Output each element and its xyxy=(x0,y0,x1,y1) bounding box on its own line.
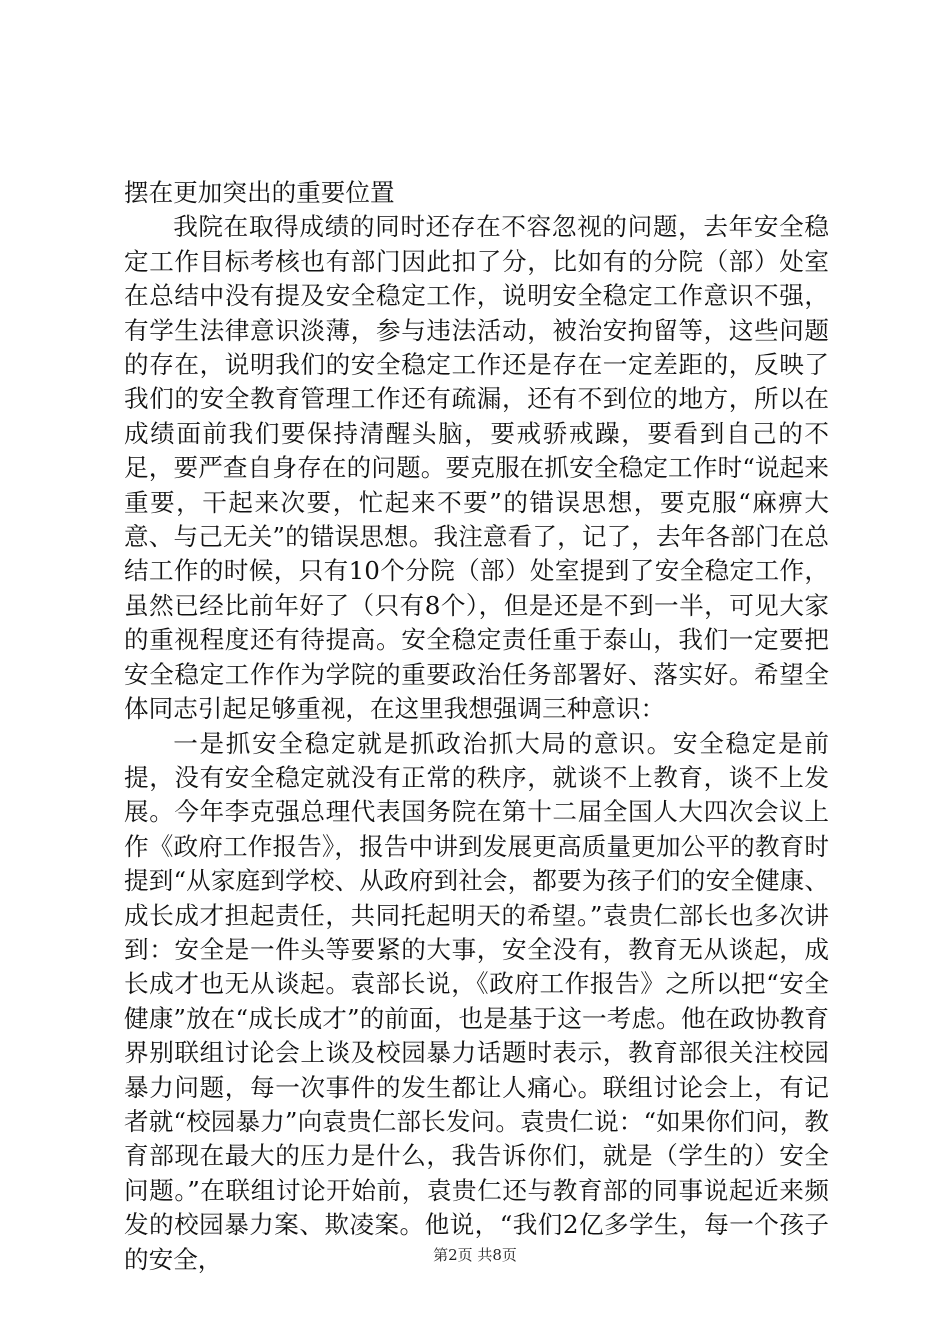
page-footer: 第2页 共8页 xyxy=(433,1246,517,1264)
paragraph-problems: 我院在取得成绩的同时还存在不容忽视的问题，去年安全稳定工作目标考核也有部门因此扣了分，比如有的分院（部）处室在总结中没有提及安全稳定工作，说明安全稳定工作意识不强，有学生法律意识淡薄，参与违法活动，被治安拘留等，这些问题的存在，说明我们的安全稳定工作还是存在一定差距的，反映了我们的安全教育管理工作还有疏漏，还有不到位的地方，所以在成绩面前我们要保持清醒头脑，要戒骄戒躁，要看到自己的不足，要严查自身存在的问题。要克服在抓安全稳定工作时“说起来重要，干起来次要，忙起来不要”的错误思想，要克服“麻痹大意、与己无关”的错误思想。我注意看了，记了，去年各部门在总结工作的时候，只有10个分院（部）处室提到了安全稳定工作，虽然已经比前年好了（只有8个），但是还是不到一半，可见大家的重视程度还有待提高。安全稳定责任重于泰山，我们一定要把安全稳定工作作为学院的重要政治任务部署好、落实好。希望全体同志引起足够重视，在这里我想强调三种意识： xyxy=(124,212,829,724)
document-body xyxy=(124,176,829,1277)
paragraph-first-awareness: 一是抓安全稳定就是抓政治抓大局的意识。安全稳定是前提，没有安全稳定就没有正常的秩序，就谈不上教育，谈不上发展。今年李克强总理代表国务院在第十二届全国人大四次会议上作《政府工作报告》，报告中讲到发展更高质量更加公平的教育时提到“从家庭到学校、从政府到社会，都要为孩子们的安全健康、成长成才担起责任，共同托起明天的希望。”袁贵仁部长也多次讲到：安全是一件头等要紧的大事，安全没有，教育无从谈起，成长成才也无从谈起。袁部长说，《政府工作报告》之所以把“安全健康”放在“成长成才”的前面，也是基于这一考虑。他在政协教育界别联组讨论会上谈及校园暴力话题时表示，教育部很关注校园暴力问题，每一次事件的发生都让人痛心。联组讨论会上，有记者就“校园暴力”向袁贵仁部长发问。袁贵仁说：“如果你们问，教育部现在最大的压力是什么，我告诉你们，就是（学生的）安全问题。”在联组讨论开始前，袁贵仁还与教育部的同事说起近来频发的校园暴力案、欺凌案。他说，“我们2亿多学生，每一个孩子的安全， xyxy=(124,728,829,1274)
paragraph-continuation: 摆在更加突出的重要位置 xyxy=(124,178,395,207)
